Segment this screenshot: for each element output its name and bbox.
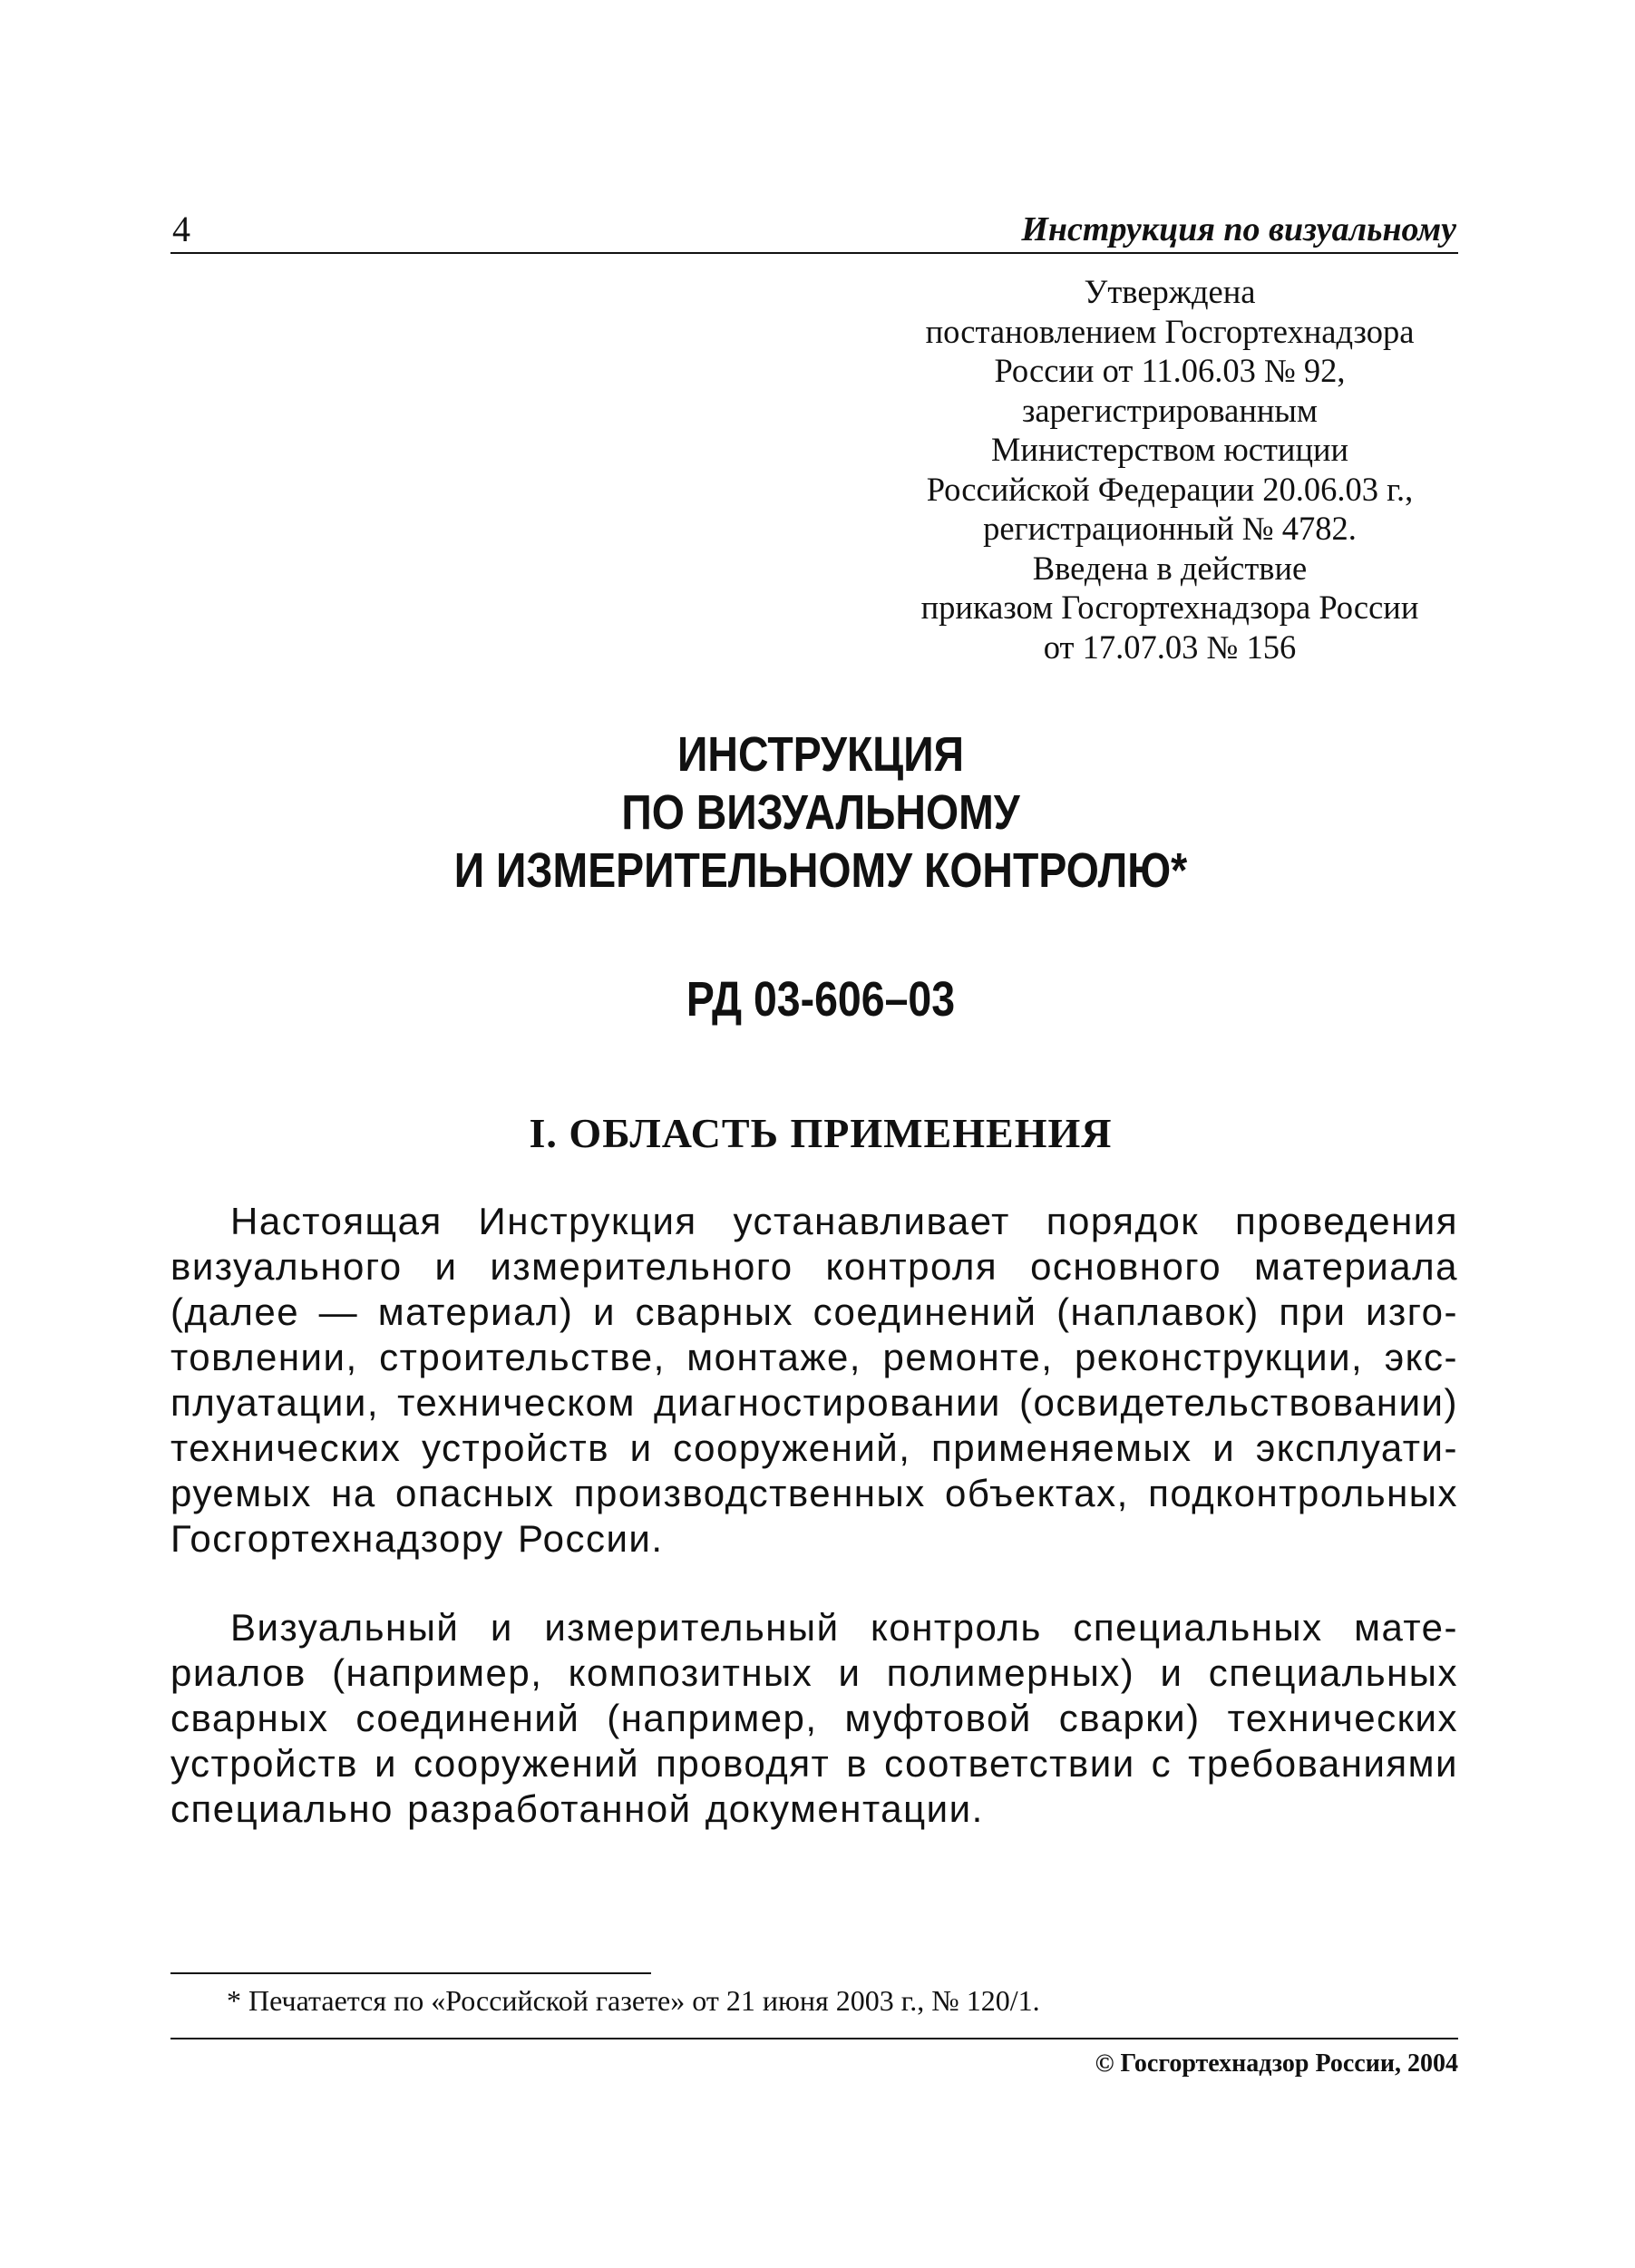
- running-title: Инструкция по визуальному: [1021, 210, 1456, 248]
- approval-line: приказом Госгортехнадзора России: [920, 589, 1419, 626]
- paragraph-line: риалов (например, композитных и полимерных) и специальных: [170, 1651, 1458, 1694]
- paragraph-line: товлении, строительстве, монтаже, ремонте, реконструкции, экс-: [170, 1336, 1458, 1378]
- paragraph-special-materials: [170, 1605, 1458, 1832]
- paragraph-line: плуатации, техническом диагностировании (освидетельствовании): [170, 1381, 1458, 1424]
- document-code: РД 03-606–03: [686, 972, 956, 1027]
- footnote: * Печатается по «Российской газете» от 21 июня 2003 г., № 120/1.: [227, 1984, 1040, 2017]
- approval-line: Утверждена: [1084, 273, 1256, 310]
- paragraph-scope: [170, 1199, 1458, 1562]
- title-line: ПО ВИЗУАЛЬНОМУ: [621, 785, 1020, 840]
- running-header: [170, 207, 1458, 254]
- bottom-divider: [170, 2038, 1458, 2039]
- approval-line: регистрационный № 4782.: [983, 510, 1357, 547]
- paragraph-line: специально разработанной документации.: [170, 1787, 984, 1830]
- title-line: И ИЗМЕРИТЕЛЬНОМУ КОНТРОЛЮ*: [453, 843, 1188, 898]
- paragraph-line: визуального и измерительного контроля основного материала: [170, 1245, 1458, 1288]
- approval-line: Российской Федерации 20.06.03 г.,: [926, 470, 1414, 508]
- approval-line: Введена в действие: [1032, 549, 1308, 587]
- approval-line: Министерством юстиции: [990, 431, 1349, 468]
- approval-line: зарегистрированным: [1021, 391, 1319, 429]
- title-line: ИНСТРУКЦИЯ: [677, 727, 964, 782]
- paragraph-line: устройств и сооружений проводят в соответствии с требованиями: [170, 1742, 1458, 1785]
- section-heading: I. ОБЛАСТЬ ПРИМЕНЕНИЯ: [529, 1110, 1113, 1156]
- footnote-divider: [170, 1972, 651, 1974]
- paragraph-line: Визуальный и измерительный контроль специальных мате-: [230, 1606, 1458, 1649]
- paragraph-line: руемых на опасных производственных объектах, подконтрольных: [170, 1472, 1458, 1514]
- approval-line: от 17.07.03 № 156: [1043, 628, 1297, 666]
- paragraph-line: Настоящая Инструкция устанавливает порядок проведения: [230, 1200, 1458, 1242]
- document-title: [181, 725, 1460, 900]
- approval-note: [871, 272, 1469, 667]
- approval-line: постановлением Госгортехнадзора: [925, 312, 1415, 350]
- copyright-notice: © Госгортехнадзор России, 2004: [1095, 2049, 1458, 2078]
- paragraph-line: (далее — материал) и сварных соединений (наплавок) при изго-: [170, 1290, 1458, 1333]
- paragraph-line: технических устройств и сооружений, применяемых и эксплуати-: [170, 1426, 1458, 1469]
- paragraph-line: сварных соединений (например, муфтовой сварки) технических: [170, 1697, 1458, 1739]
- approval-line: России от 11.06.03 № 92,: [994, 352, 1346, 389]
- page-number: 4: [172, 209, 190, 249]
- paragraph-line: Госгортехнадзору России.: [170, 1517, 664, 1560]
